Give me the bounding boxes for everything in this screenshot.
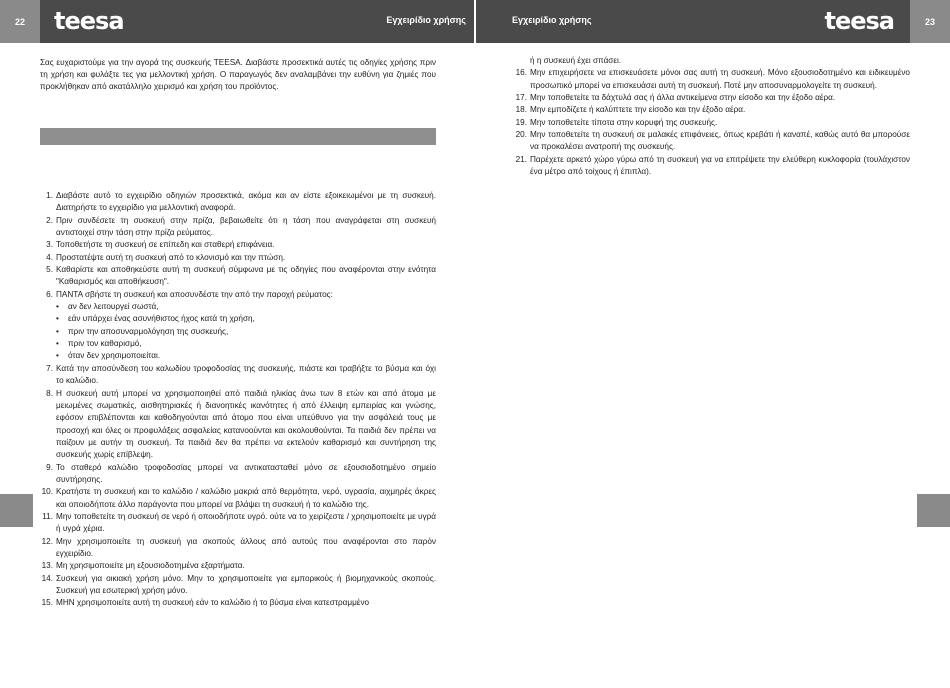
bullet-text: πριν την αποσυναρμολόγηση της συσκευής, bbox=[68, 326, 229, 336]
teesa-logo-left: teesa bbox=[54, 7, 124, 35]
right-page-number: 23 bbox=[910, 0, 950, 43]
list-item-text: Παρέχετε αρκετό χώρο γύρω από τη συσκευή για να επιτρέψετε την ελεύθερη κυκλοφορία (τουλάχιστον ένα μέτρο από τοίχους ή έπιπλα). bbox=[530, 154, 910, 177]
list-item-number: 20. bbox=[515, 130, 527, 140]
list-item-text: ΠΑΝΤΑ σβήστε τη συσκευή και αποσυνδέστε την από την παροχή ρεύματος: bbox=[56, 289, 333, 299]
right-side-tab bbox=[917, 494, 950, 527]
bullet-text: αν δεν λειτουργεί σωστά, bbox=[68, 302, 159, 312]
bullet-item bbox=[56, 313, 436, 325]
list-item-text: ή η συσκευή έχει σπάσει. bbox=[530, 56, 622, 65]
list-item-text: Μην χρησιμοποιείτε τη συσκευή για σκοπούς άλλους από αυτούς που αναφέρονται στο παρόν εγχειρίδιο. bbox=[56, 536, 436, 558]
list-item-text: Διαβάστε αυτό το εγχειρίδιο οδηγιών προσεκτικά, ακόμα και αν είστε εξοικειωμένοι με τη συσκευή. Διατηρήστε το εγχειρίδιο για μελλοντική αναφορά. bbox=[56, 191, 436, 213]
list-item-number: 3. bbox=[46, 240, 53, 250]
list-item bbox=[40, 536, 436, 561]
list-item bbox=[40, 363, 436, 388]
bullet-icon: • bbox=[56, 351, 59, 361]
list-item bbox=[514, 129, 910, 154]
bullet-text: όταν δεν χρησιμοποιείται. bbox=[68, 351, 161, 361]
list-item-text: Μην τοποθετείτε τα δάχτυλά σας ή άλλα αντικείμενα στην είσοδο και την έξοδο αέρα. bbox=[530, 93, 836, 103]
list-item-text: Μην επιχειρήσετε να επισκευάσετε μόνοι σας αυτή τη συσκευή. Μόνο εξουσιοδοτημένο και ειδικευμένο προσωπικό μπορεί να επισκευάσει αυτή τη συσκευή. Ποτέ μην αποσυναρμολογείτε τη συσκευή. bbox=[530, 68, 910, 90]
bullet-item bbox=[56, 338, 436, 350]
list-item bbox=[40, 486, 436, 511]
list-item bbox=[40, 462, 436, 487]
list-item bbox=[40, 289, 436, 363]
list-item bbox=[40, 264, 436, 289]
bullet-text: εάν υπάρχει ένας ασυνήθιστος ήχος κατά τη χρήση, bbox=[68, 314, 255, 324]
list-item bbox=[514, 104, 910, 116]
list-item bbox=[40, 215, 436, 240]
list-item-text: Μην τοποθετείτε τη συσκευή σε μαλακές επιφάνειες, όπως κρεβάτι ή καναπέ, καθώς αυτό θα μπορούσε να προκαλέσει ανατροπή της συσκευής. bbox=[530, 130, 910, 152]
list-item-text: Πριν συνδέσετε τη συσκευή στην πρίζα, βεβαιωθείτε ότι η τάση που αναγράφεται στη συσκευή αντιστοιχεί στην τάση στην πρίζα ρεύματος. bbox=[56, 215, 436, 238]
bullet-icon: • bbox=[56, 314, 59, 324]
left-page-number: 22 bbox=[0, 0, 40, 43]
list-item-text: Κατά την αποσύνδεση του καλωδίου τροφοδοσίας της συσκευής, πιάστε και τραβήξτε το βύσμα και όχι το καλώδιο. bbox=[56, 363, 436, 386]
list-item-number: 5. bbox=[46, 265, 53, 275]
list-item bbox=[40, 597, 436, 609]
list-item-number: 2. bbox=[46, 215, 53, 225]
list-item-text: Κρατήστε τη συσκευή και το καλώδιο / καλώδιο μακριά από θερμότητα, νερό, υγρασία, αιχμηρές άκρες και οποιοδήποτε άλλο παράγοντα που μπορεί να βλάψει τη συσκευή ή το καλώδιο της. bbox=[56, 487, 436, 509]
list-item bbox=[514, 92, 910, 104]
list-item-number: 6. bbox=[46, 289, 53, 299]
list-item-text: Η συσκευή αυτή μπορεί να χρησιμοποιηθεί από παιδιά ηλικίας άνω των 8 ετών και από άτομα με μειωμένες σωματικές, αισθητηριακές ή διανοητικές ικανότητες ή από έλλειψη εμπειρίας και γνώσης, εφόσον επιβλέπονται και καθοδηγούνται από άτομο που είναι υπεύθυνο για την ασφάλειά τους με προσοχή και όλες οι προφυλάξεις ασφαλείας κατανοούνται και ακολουθούνται. Τα παιδιά δεν πρέπει να παίζουν με αυτήν τη συσκευή. Τα παιδιά δεν θα πρέπει να εκτελούν καθαρισμό και συντήρηση της συσκευής χωρίς επίβλεψη. bbox=[56, 388, 436, 460]
teesa-logo-right: teesa bbox=[824, 7, 894, 35]
list-item-text: Προστατέψτε αυτή τη συσκευή από το κλονισμό και την πτώση. bbox=[56, 252, 286, 262]
list-item-text: Μην εμποδίζετε ή καλύπτετε την είσοδο και την έξοδο αέρα. bbox=[530, 105, 746, 115]
list-item-number: 21. bbox=[515, 154, 527, 164]
bullet-item bbox=[56, 301, 436, 313]
list-item-number: 9. bbox=[46, 462, 53, 472]
list-item-text: Μην τοποθετείτε τίποτα στην κορυφή της συσκευής. bbox=[530, 117, 718, 127]
list-item bbox=[514, 67, 910, 92]
left-page-header bbox=[0, 0, 474, 43]
list-item-text: ΜΗΝ χρησιμοποιείτε αυτή τη συσκευή εάν το καλώδιο ή το βύσμα είναι κατεστραμμένο bbox=[56, 598, 370, 608]
safety-instructions-left-column bbox=[40, 190, 436, 610]
list-item-number: 13. bbox=[41, 561, 53, 571]
list-item-text: Το σταθερό καλώδιο τροφοδοσίας μπορεί να αντικατασταθεί μόνο σε εξουσιοδοτημένο σημείο συντήρησης. bbox=[56, 462, 436, 484]
list-item bbox=[40, 560, 436, 572]
list-item-number: 14. bbox=[41, 573, 53, 583]
list-item-number: 15. bbox=[41, 598, 53, 608]
list-item-number: 8. bbox=[46, 388, 53, 398]
list-item-number: 18. bbox=[515, 105, 527, 115]
list-item-text: Μη χρησιμοποιείτε μη εξουσιοδοτημένα εξαρτήματα. bbox=[56, 561, 245, 571]
list-item-text: Καθαρίστε και αποθηκεύστε αυτή τη συσκευή σύμφωνα με τις οδηγίες που αναφέρονται στην ενότητα "Καθαρισμός και αποθήκευση". bbox=[56, 265, 436, 287]
left-side-tab bbox=[0, 494, 33, 527]
list-item-number: 11. bbox=[42, 511, 53, 521]
list-item-continuation bbox=[514, 55, 910, 67]
list-item-text: Τοποθετήστε τη συσκευή σε επίπεδη και σταθερή επιφάνεια. bbox=[56, 240, 275, 250]
intro-paragraph: Σας ευχαριστούμε για την αγορά της συσκευής TEESA. Διαβάστε προσεκτικά αυτές τις οδηγίες χρήσης πριν τη χρήση και φυλάξτε τες για μελλοντική χρήση. Ο παραγωγός δεν αναλαμβάνει την ευθύνη για ζημιές που προκλήθηκαν από ακατάλληλο χειρισμό και χρήση του προϊόντος. bbox=[40, 58, 436, 91]
bullet-item bbox=[56, 326, 436, 338]
list-item bbox=[40, 239, 436, 251]
list-item bbox=[514, 154, 910, 179]
safety-instructions-right-column bbox=[514, 55, 910, 178]
list-item-number: 10. bbox=[41, 487, 53, 497]
left-section-title: Εγχειρίδιο χρήσης bbox=[386, 15, 466, 25]
section-heading-bar bbox=[40, 128, 436, 145]
list-item bbox=[40, 511, 436, 536]
list-item-number: 19. bbox=[515, 117, 527, 127]
list-item bbox=[40, 388, 436, 462]
list-item bbox=[40, 190, 436, 215]
power-off-conditions-list bbox=[56, 301, 436, 363]
right-section-title: Εγχειρίδιο χρήσης bbox=[512, 15, 592, 25]
list-item-number: 1. bbox=[46, 191, 53, 200]
list-item-number: 16. bbox=[515, 68, 527, 78]
bullet-icon: • bbox=[56, 339, 59, 349]
list-item-number: 17. bbox=[515, 93, 527, 103]
list-item bbox=[40, 573, 436, 598]
right-page-header bbox=[476, 0, 950, 43]
bullet-item bbox=[56, 350, 436, 362]
list-item-text: Μην τοποθετείτε τη συσκευή σε νερό ή οποιοδήποτε υγρό. ούτε να το χειρίζεστε / χρησιμοποιείτε με υγρά ή υγρά χέρια. bbox=[56, 511, 436, 534]
list-item-number: 7. bbox=[46, 363, 53, 373]
list-item-number: 4. bbox=[46, 252, 53, 262]
list-item bbox=[40, 252, 436, 264]
bullet-text: πριν τον καθαρισμό, bbox=[68, 339, 142, 349]
bullet-icon: • bbox=[56, 326, 59, 336]
bullet-icon: • bbox=[56, 302, 59, 312]
list-item-number: 12. bbox=[41, 536, 53, 546]
list-item bbox=[514, 117, 910, 129]
list-item-text: Συσκευή για οικιακή χρήση μόνο. Μην το χρησιμοποιείτε για εμπορικούς ή βιομηχανικούς σκοπούς. Συσκευή για εσωτερική χρήση μόνο. bbox=[56, 573, 436, 595]
